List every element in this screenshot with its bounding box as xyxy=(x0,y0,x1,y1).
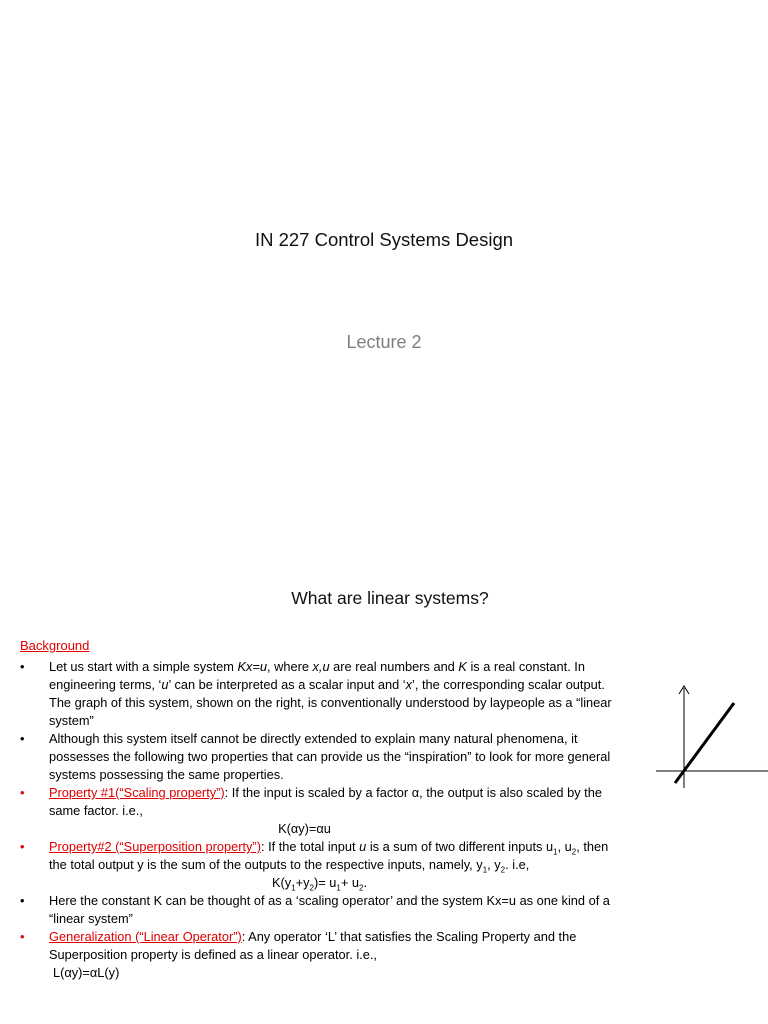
generalization-label: Generalization (“Linear Operator”) xyxy=(49,929,242,944)
linear-operator-equation: L(αy)=αL(y) xyxy=(53,965,120,980)
lecture-subtitle: Lecture 2 xyxy=(346,332,422,352)
linear-system-graph xyxy=(652,682,768,792)
bullet-icon: • xyxy=(20,929,25,944)
bullet-scaling-operator: • Here the constant K can be thought of as a ‘scaling operator’ and the system Kx=u as one kind of a “linear system” xyxy=(20,893,610,926)
bullet-scaling-property: • Property #1(“Scaling property”): If the input is scaled by a factor α, the output is also scaled by the same factor. i.e., xyxy=(20,785,602,818)
lecture-title: IN 227 Control Systems Design xyxy=(254,229,514,250)
superposition-equation: $K(y_1+y_2)= u_1+ u_2$. xyxy=(271,875,368,893)
bullet-icon: • xyxy=(20,785,25,800)
superposition-property-label: Property#2 (“Superposition property”) xyxy=(49,839,261,854)
bullet-superposition-property: • Property#2 (“Superposition property”): If the total input u is a sum of two different inputs $u_1$, $u_2$, then the total output y is the sum of the outputs to the respective inputs, namely, $y_1$, $y_2$. i.e, xyxy=(20,839,609,875)
bullet-icon: • xyxy=(20,659,25,674)
bullet-inspiration: • Although this system itself cannot be directly extended to explain many natural phenomena, it possesses the following two properties that can provide us the “inspiration” to look for more general systems possessing the same properties. xyxy=(20,731,611,782)
bullet-generalization: • Generalization (“Linear Operator”): Any operator ‘L’ that satisfies the Scaling Property and the Superposition property is defined as a linear operator. i.e., xyxy=(20,929,577,962)
scaling-equation: K(αy)=αu xyxy=(278,821,331,836)
background-heading: Background xyxy=(20,638,90,653)
bullet-icon: • xyxy=(20,731,25,746)
scaling-property-label: Property #1(“Scaling property”) xyxy=(49,785,225,800)
bullet-simple-system: • Let us start with a simple system Kx=u, where x,u are real numbers and K is a real constant. In engineering terms, ‘u’ can be interpreted as a scalar input and ‘x’, the corresponding scalar output. The graph of this system, shown on the right, is conventionally understood by laypeople as a “linear system” xyxy=(20,659,612,728)
slide-title: What are linear systems? xyxy=(291,588,489,608)
slide-content xyxy=(20,658,620,982)
bullet-icon: • xyxy=(20,893,25,908)
bullet-icon: • xyxy=(20,839,25,854)
